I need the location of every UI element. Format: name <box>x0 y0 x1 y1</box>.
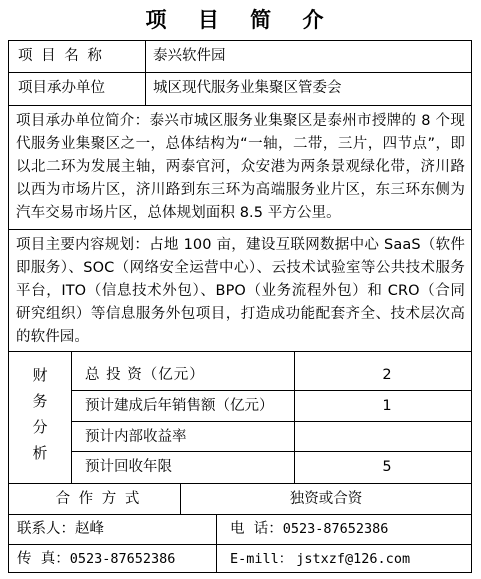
finance-label-char: 分 <box>32 418 48 436</box>
page-title: 项 目 简 介 <box>145 7 336 32</box>
main-content-plan: 项目主要内容规划：占地 100 亩，建设互联网数据中心 SaaS（软件即服务）、SOC（网络安全运营中心）、云技术试验室等公共技术服务平台，ITO（信息技术外包）、BPO（业务流程外包）和 CRO（合同研究组织）等信息服务外包项目，打造成功能配套齐全、技术层次高的软件园。 <box>16 237 465 345</box>
email-label: E-mill： <box>230 551 293 567</box>
row-divider <box>71 451 471 452</box>
contact-phone <box>217 515 471 544</box>
finance-label-char: 析 <box>32 444 48 462</box>
payback-period-value: 5 <box>382 459 392 475</box>
project-name-label: 项 目 名 称 <box>18 48 104 64</box>
row-divider <box>9 514 471 515</box>
column-divider <box>71 352 72 483</box>
fax-number: 0523-87652386 <box>69 551 176 567</box>
contact-person-name: 赵峰 <box>75 521 104 537</box>
finance-label-char: 财 <box>32 366 48 384</box>
contact-fax <box>9 545 216 573</box>
cooperation-value: 独资或合资 <box>289 491 363 507</box>
annual-sales-label: 预计建成后年销售额（亿元） <box>85 398 274 414</box>
row-divider <box>71 421 471 422</box>
finance-analysis-label <box>9 352 71 476</box>
column-divider <box>294 352 295 483</box>
row-divider <box>9 483 471 484</box>
contact-person <box>9 515 216 544</box>
organizer-intro: 项目承办单位简介：泰兴市城区服务业集聚区是泰州市授牌的 8 个现代服务业集聚区之一，总体结构为“一轴，二带，三片，四节点”，即以北二环为发展主轴，两泰官河，众安港为两条景观绿化带，济川路以西为市场片区，济川路到东三环为高端服务业片区，东三环东侧为汽车交易市场片区，总体规划面积 8.5 平方公里。 <box>16 113 465 221</box>
row-divider <box>9 229 471 230</box>
column-divider <box>145 41 146 105</box>
contact-email <box>217 545 471 573</box>
project-info-table <box>8 40 472 573</box>
annual-sales-value: 1 <box>382 398 392 414</box>
project-name-value: 泰兴软件园 <box>153 48 226 64</box>
payback-period-label: 预计回收年限 <box>85 459 172 475</box>
total-investment-value: 2 <box>382 367 392 383</box>
row-divider <box>71 390 471 391</box>
organizer-value: 城区现代服务业集聚区管委会 <box>153 80 342 96</box>
contact-person-label: 联系人： <box>17 521 75 537</box>
column-divider <box>180 484 181 514</box>
email-address: jstxzf@126.com <box>296 551 411 567</box>
row-divider <box>9 351 471 352</box>
fax-label: 传 真： <box>17 551 70 567</box>
phone-label: 电 话： <box>230 521 283 537</box>
cooperation-label: 合 作 方 式 <box>55 491 142 507</box>
irr-value <box>295 422 471 452</box>
irr-label: 预计内部收益率 <box>85 429 187 445</box>
total-investment-label: 总 投 资（亿元） <box>85 367 205 383</box>
column-divider <box>216 515 217 573</box>
phone-number: 0523-87652386 <box>282 521 389 537</box>
finance-label-char: 务 <box>32 392 48 410</box>
row-divider <box>9 72 471 73</box>
row-divider <box>9 544 471 545</box>
row-divider <box>9 105 471 106</box>
organizer-label: 项目承办单位 <box>18 80 105 96</box>
